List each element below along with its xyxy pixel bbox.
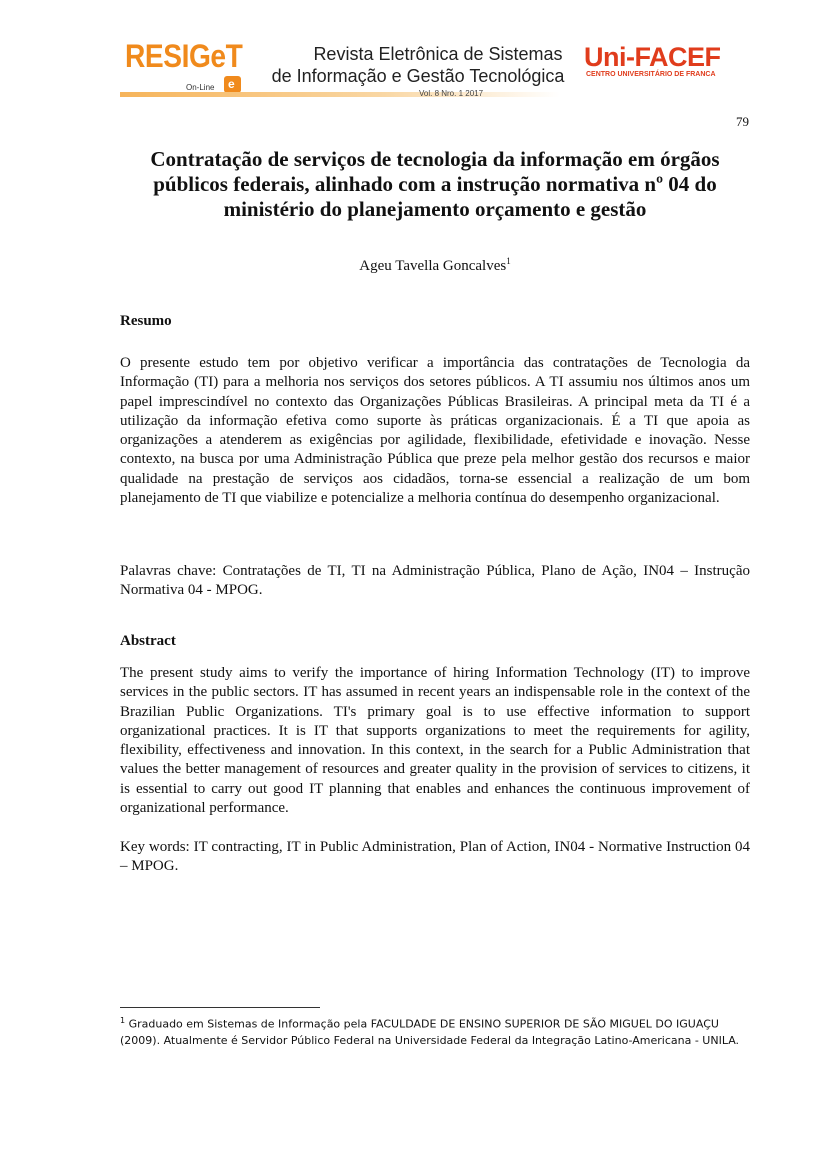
journal-title-line1: Revista Eletrônica de Sistemas	[313, 44, 563, 64]
footnote-mark: 1	[120, 1016, 126, 1025]
journal-title	[258, 43, 578, 87]
journal-title-line2: de Informação e Gestão Tecnológica	[271, 66, 565, 86]
volume-info: Vol. 8 Nro. 1 2017	[419, 89, 484, 98]
author-line	[120, 256, 750, 275]
abstract-heading: Abstract	[120, 633, 176, 649]
abstract-text: The present study aims to verify the importance of hiring Information Technology (IT) to improve services in the public sectors. IT has assumed in recent years an indispensable role in the context of the Brazilian Public Organizations. TI's primary goal is to use effective information to support organizational practices. It is IT that supports organizations to meet the requirements for agility, flexibility, effectiveness and innovation. In this context, in the search for a Public Administration that values the better management of resources and greater quality in the provision of services to citizens, it is essential to carry out good IT planning that enables and enhances the continuous improvement of organizational performance.	[120, 665, 750, 817]
footnote-text: Graduado em Sistemas de Informação pela FACULDADE DE ENSINO SUPERIOR DE SÃO MIGUEL DO IGUAÇU (2009). Atualmente é Servidor Público Federal na Universidade Federal da Integração Latino-Americana - UNILA.	[120, 1017, 740, 1047]
resumo-heading: Resumo	[120, 313, 172, 329]
palavras-chave: Palavras chave: Contratações de TI, TI na Administração Pública, Plano de Ação, IN04 – Instrução Normativa 04 - MPOG.	[120, 563, 750, 599]
paper-title: Contratação de serviços de tecnologia da informação em órgãos públicos federais, alinhado com a instrução normativa nº 04 do ministério do planejamento orçamento e gestão	[150, 147, 720, 221]
resumo-text: O presente estudo tem por objetivo verificar a importância das contratações de Tecnologia da Informação (TI) para a melhoria nos serviços dos setores públicos. A TI assumiu nos últimos anos um papel imprescindível no contexto das Organizações Públicas Brasileiras. A principal meta da TI é a utilização da informação efetiva como suporte às práticas organizacionais. É a TI que apoia as organizações a atenderem as exigências por agilidade, flexibilidade, efetividade e inovação. Nesse contexto, na busca por uma Administração Pública que preze pela melhor gestão dos recursos e maior qualidade na prestação de serviços aos cidadãos, torna-se essencial a realização de um bom planejamento de TI que viabilize e potencialize a melhoria contínua do desempenho organizacional.	[120, 355, 750, 507]
unifacef-logo: Uni-FACEF	[584, 42, 721, 72]
resiget-badge-icon	[224, 76, 241, 93]
author-name: Ageu Tavella Goncalves	[359, 258, 507, 274]
header-divider-bar	[120, 92, 560, 97]
badge-letter: e	[228, 77, 235, 91]
author-footnote-mark: 1	[506, 256, 511, 266]
unifacef-logo-subtitle: CENTRO UNIVERSITÁRIO DE FRANCA	[586, 71, 716, 78]
key-words: Key words: IT contracting, IT in Public Administration, Plan of Action, IN04 - Normative Instruction 04 – MPOG.	[120, 839, 750, 875]
resiget-logo: RESIGeT	[125, 38, 243, 74]
page-number: 79	[736, 114, 749, 129]
journal-header	[0, 0, 826, 110]
footnote	[120, 1013, 750, 1049]
online-label: On-Line	[186, 83, 215, 92]
footnote-divider	[120, 1007, 320, 1008]
